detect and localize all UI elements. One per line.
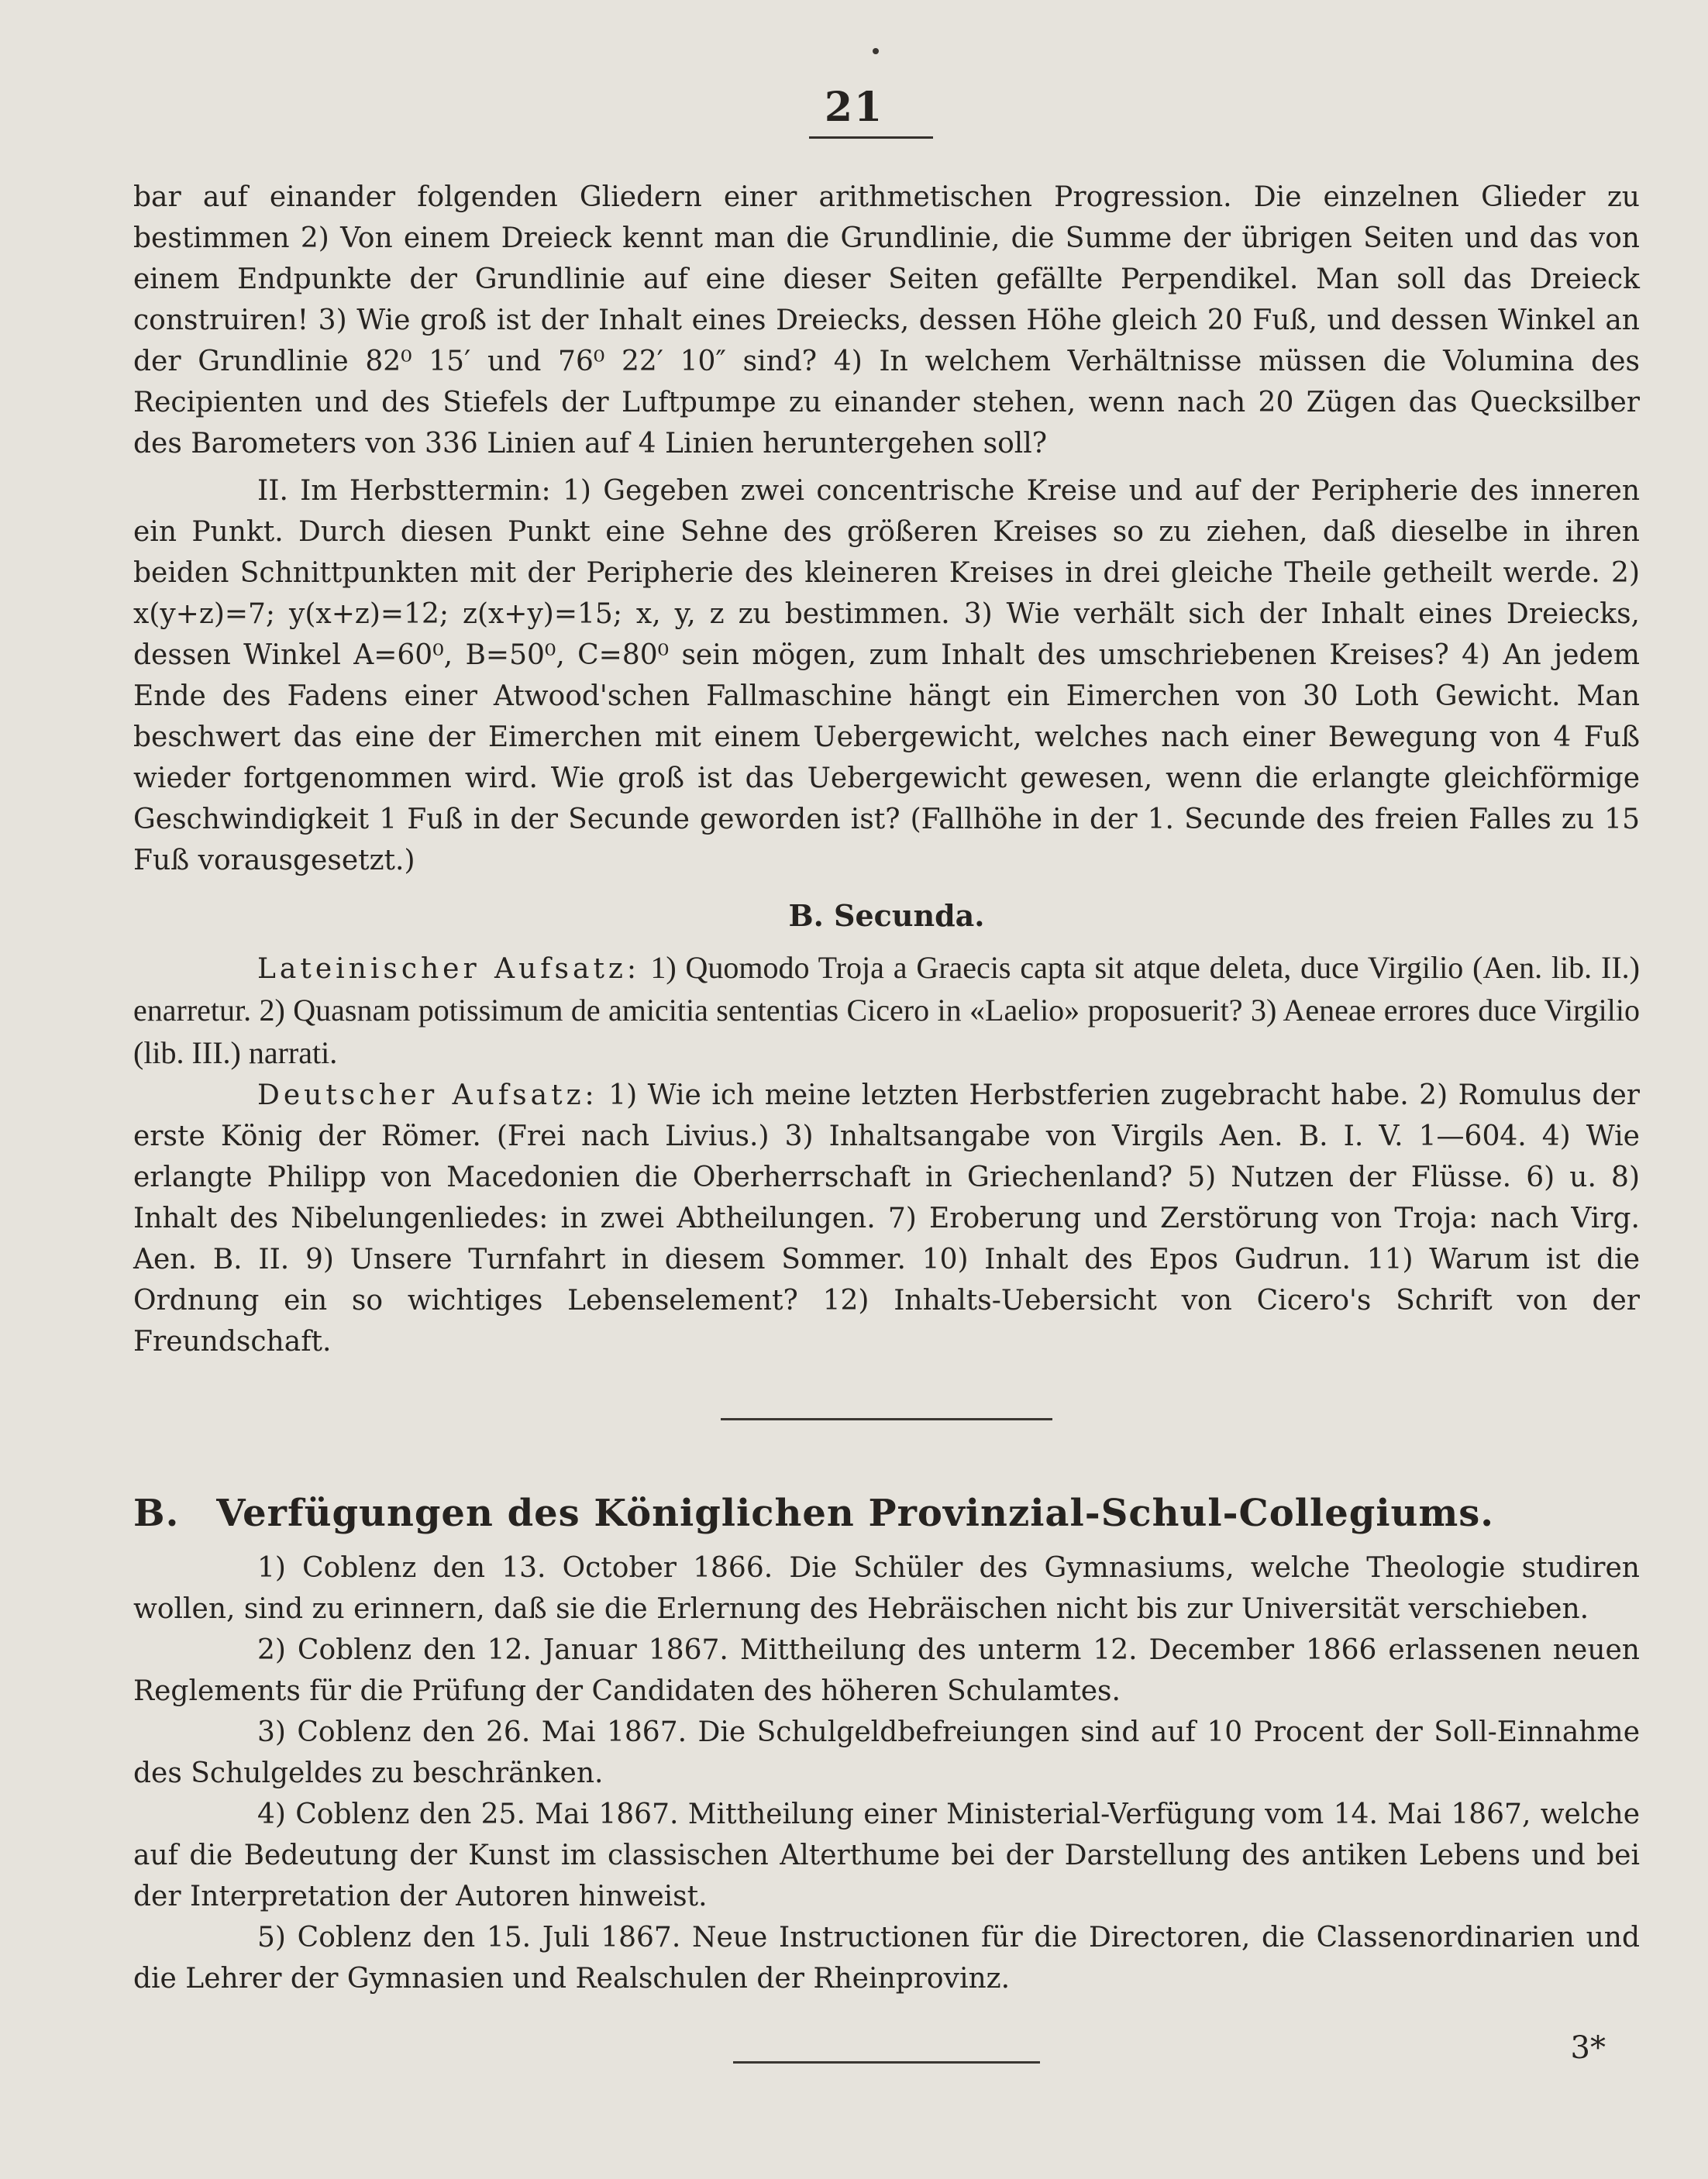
german-essay-paragraph: [133, 1075, 1640, 1362]
header-rule: [809, 136, 933, 139]
german-essay-label: Deutscher Aufsatz:: [257, 1079, 598, 1111]
latin-essay-paragraph: [133, 947, 1640, 1075]
decree-item: 3) Coblenz den 26. Mai 1867. Die Schulgeldbefreiungen sind auf 10 Procent der Soll-Einnahme des Schulgeldes zu beschränken.: [133, 1716, 1640, 1789]
decree-item: 4) Coblenz den 25. Mai 1867. Mittheilung einer Ministerial-Verfügung vom 14. Mai 1867, welche auf die Bedeutung der Kunst im classischen Alterthume bei der Darstellung des antiken Lebens und bei der Interpretation der Autoren hinweist.: [133, 1799, 1640, 1912]
decree-item: 2) Coblenz den 12. Januar 1867. Mittheilung des unterm 12. December 1866 erlassenen neuen Reglements für die Prüfung der Candidaten des höheren Schulamtes.: [133, 1634, 1640, 1707]
decree-item: 5) Coblenz den 15. Juli 1867. Neue Instructionen für die Directoren, die Classenordinarien und die Lehrer der Gymnasien und Realschulen der Rheinprovinz.: [133, 1922, 1640, 1995]
section-divider: [721, 1418, 1052, 1420]
section-title: Verfügungen des Königlichen Provinzial-Schul-Collegiums.: [216, 1492, 1494, 1535]
main-text: [133, 177, 1640, 2064]
paragraph-herbsttermin: II. Im Herbsttermin: 1) Gegeben zwei concentrische Kreise und auf der Peripherie des inneren ein Punkt. Durch diesen Punkt eine Sehne des größeren Kreises so zu ziehen, daß dieselbe in ihren beiden Schnittpunkten mit der Peripherie des kleineren Kreises in drei gleiche Theile getheilt werde. 2) x(y+z)=7; y(x+z)=12; z(x+y)=15; x, y, z zu bestimmen. 3) Wie verhält sich der Inhalt eines Dreiecks, dessen Winkel A=60⁰, B=50⁰, C=80⁰ sein mögen, zum Inhalt des umschriebenen Kreises? 4) An jedem Ende des Fadens einer Atwood'schen Fallmaschine hängt ein Eimerchen von 30 Loth Gewicht. Man beschwert das eine der Eimerchen mit einem Uebergewicht, welches nach einer Bewegung von 4 Fuß wieder fortgenommen wird. Wie groß ist das Uebergewicht gewesen, wenn die erlangte gleichförmige Geschwindigkeit 1 Fuß in der Secunde geworden ist? (Fallhöhe in der 1. Secunde des freien Falles zu 15 Fuß vorausgesetzt.): [133, 475, 1640, 876]
latin-essay-text: 1) Quomodo Troja a Graecis capta sit atque deleta, duce Virgilio (Aen. lib. II.) enarretur. 2) Quasnam potissimum de amicitia sententias Cicero in «Laelio» proposuerit? 3) Aeneae errores duce Virgilio (lib. III.) narrati.: [133, 950, 1641, 1070]
paragraph-continuation: bar auf einander folgenden Gliedern einer arithmetischen Progression. Die einzelnen Glieder zu bestimmen 2) Von einem Dreieck kennt man die Grundlinie, die Summe der übrigen Seiten und das von einem Endpunkte der Grundlinie auf eine dieser Seiten gefällte Perpendikel. Man soll das Dreieck construiren! 3) Wie groß ist der Inhalt eines Dreiecks, dessen Höhe gleich 20 Fuß, und dessen Winkel an der Grundlinie 82⁰ 15′ und 76⁰ 22′ 10″ sind? 4) In welchem Verhältnisse müssen die Volumina des Recipienten und des Stiefels der Luftpumpe zu einander stehen, wenn nach 20 Zügen das Quecksilber des Barometers von 336 Linien auf 4 Linien heruntergehen soll?: [133, 181, 1640, 460]
latin-essay-label: Lateinischer Aufsatz:: [257, 953, 641, 985]
decree-item: 1) Coblenz den 13. October 1866. Die Schüler des Gymnasiums, welche Theologie studiren wollen, sind zu erinnern, daß sie die Erlernung des Hebräischen nicht bis zur Universität verschieben.: [133, 1552, 1640, 1625]
end-divider: [733, 2061, 1040, 2064]
german-essay-text: 1) Wie ich meine letzten Herbstferien zugebracht habe. 2) Romulus der erste König der Römer. (Frei nach Livius.) 3) Inhaltsangabe von Virgils Aen. B. I. V. 1—604. 4) Wie erlangte Philipp von Macedonien die Oberherrschaft in Griechenland? 5) Nutzen der Flüsse. 6) u. 8) Inhalt des Nibelungenliedes: in zwei Abtheilungen. 7) Eroberung und Zerstörung von Troja: nach Virg. Aen. B. II. 9) Unsere Turnfahrt in diesem Sommer. 10) Inhalt des Epos Gudrun. 11) Warum ist die Ordnung ein so wichtiges Lebenselement? 12) Inhalts-Uebersicht von Cicero's Schrift von der Freundschaft.: [133, 1079, 1640, 1358]
ink-dot: [873, 48, 879, 54]
section-letter: B.: [133, 1492, 180, 1535]
verfuegungen-heading: [133, 1490, 1640, 1537]
page-number: 21: [824, 84, 884, 131]
secunda-heading: B. Secunda.: [788, 898, 985, 933]
printer-signature: 3*: [1570, 2030, 1606, 2066]
